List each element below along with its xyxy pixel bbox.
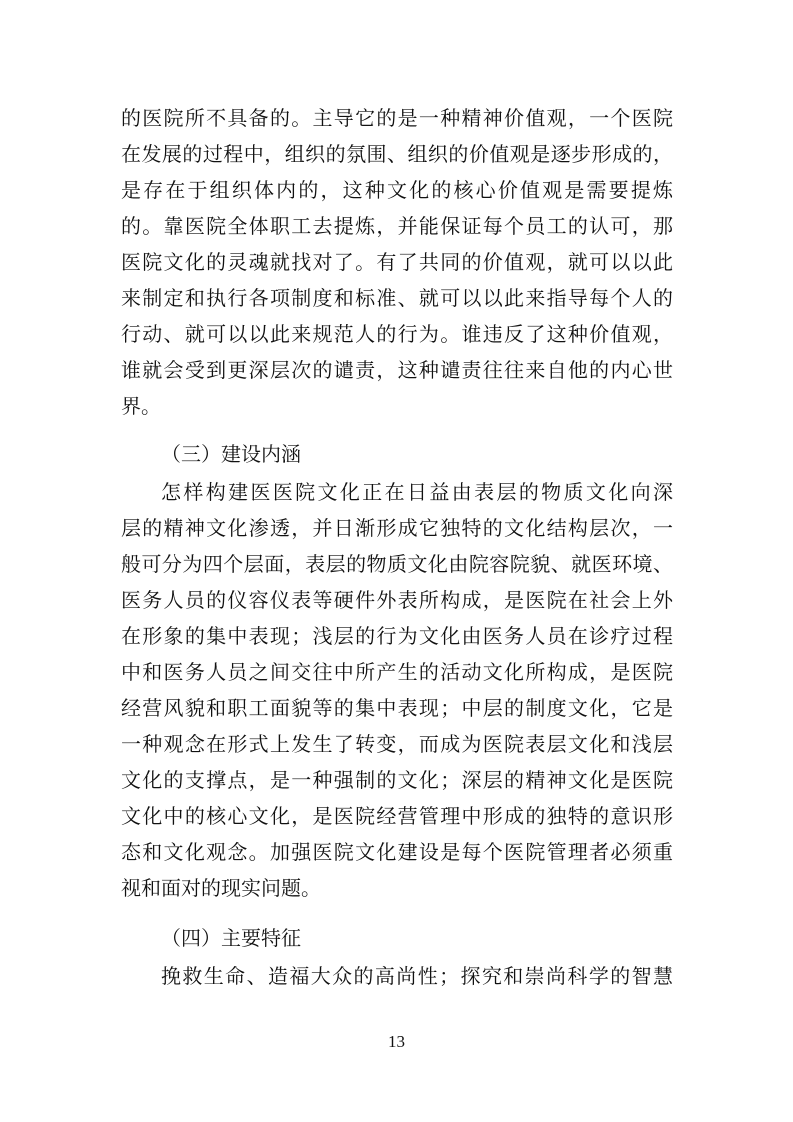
paragraph-line: 来制定和执行各项制度和标准、就可以以此来指导每个人的 [121,286,673,310]
paragraph-line: 般可分为四个层面，表层的物质文化由院容院貌、就医环境、 [121,552,673,576]
paragraph-line: 文化中的核心文化，是医院经营管理中形成的独特的意识形 [121,804,673,828]
paragraph-line: 医院文化的灵魂就找对了。有了共同的价值观，就可以以此 [121,250,673,274]
paragraph-line: 层的精神文化渗透，并日渐形成它独特的文化结构层次，一 [121,516,673,540]
paragraph-line: 是存在于组织体内的，这种文化的核心价值观是需要提炼 [121,178,673,202]
paragraph-line: 一种观念在形式上发生了转变，而成为医院表层文化和浅层 [121,732,673,756]
paragraph-line: 的医院所不具备的。主导它的是一种精神价值观，一个医院 [121,106,673,130]
section-heading: （三）建设内涵 [161,442,301,466]
page-number: 13 [388,1032,405,1051]
paragraph-line: 行动、就可以以此来规范人的行为。谁违反了这种价值观， [121,322,673,346]
paragraph-line: 界。 [121,394,161,418]
paragraph-line: 文化的支撑点，是一种强制的文化；深层的精神文化是医院 [121,768,673,792]
paragraph-line: 医务人员的仪容仪表等硬件外表所构成，是医院在社会上外 [121,588,673,612]
paragraph-line: 的。靠医院全体职工去提炼，并能保证每个员工的认可，那 [121,214,673,238]
paragraph-line: 经营风貌和职工面貌等的集中表现；中层的制度文化，它是 [121,696,673,720]
paragraph-line: 态和文化观念。加强医院文化建设是每个医院管理者必须重 [121,840,673,864]
paragraph-line: 在发展的过程中，组织的氛围、组织的价值观是逐步形成的， [121,142,673,166]
paragraph-line: 在形象的集中表现；浅层的行为文化由医务人员在诊疗过程 [121,624,673,648]
paragraph-line: 视和面对的现实问题。 [121,876,321,900]
paragraph-line: 怎样构建医医院文化正在日益由表层的物质文化向深 [161,480,673,504]
paragraph-line: 中和医务人员之间交往中所产生的活动文化所构成，是医院 [121,660,673,684]
section-heading: （四）主要特征 [161,926,301,950]
paragraph-line: 谁就会受到更深层次的谴责，这种谴责往往来自他的内心世 [121,358,673,382]
paragraph-line: 挽救生命、造福大众的高尚性；探究和崇尚科学的智慧 [161,964,673,988]
